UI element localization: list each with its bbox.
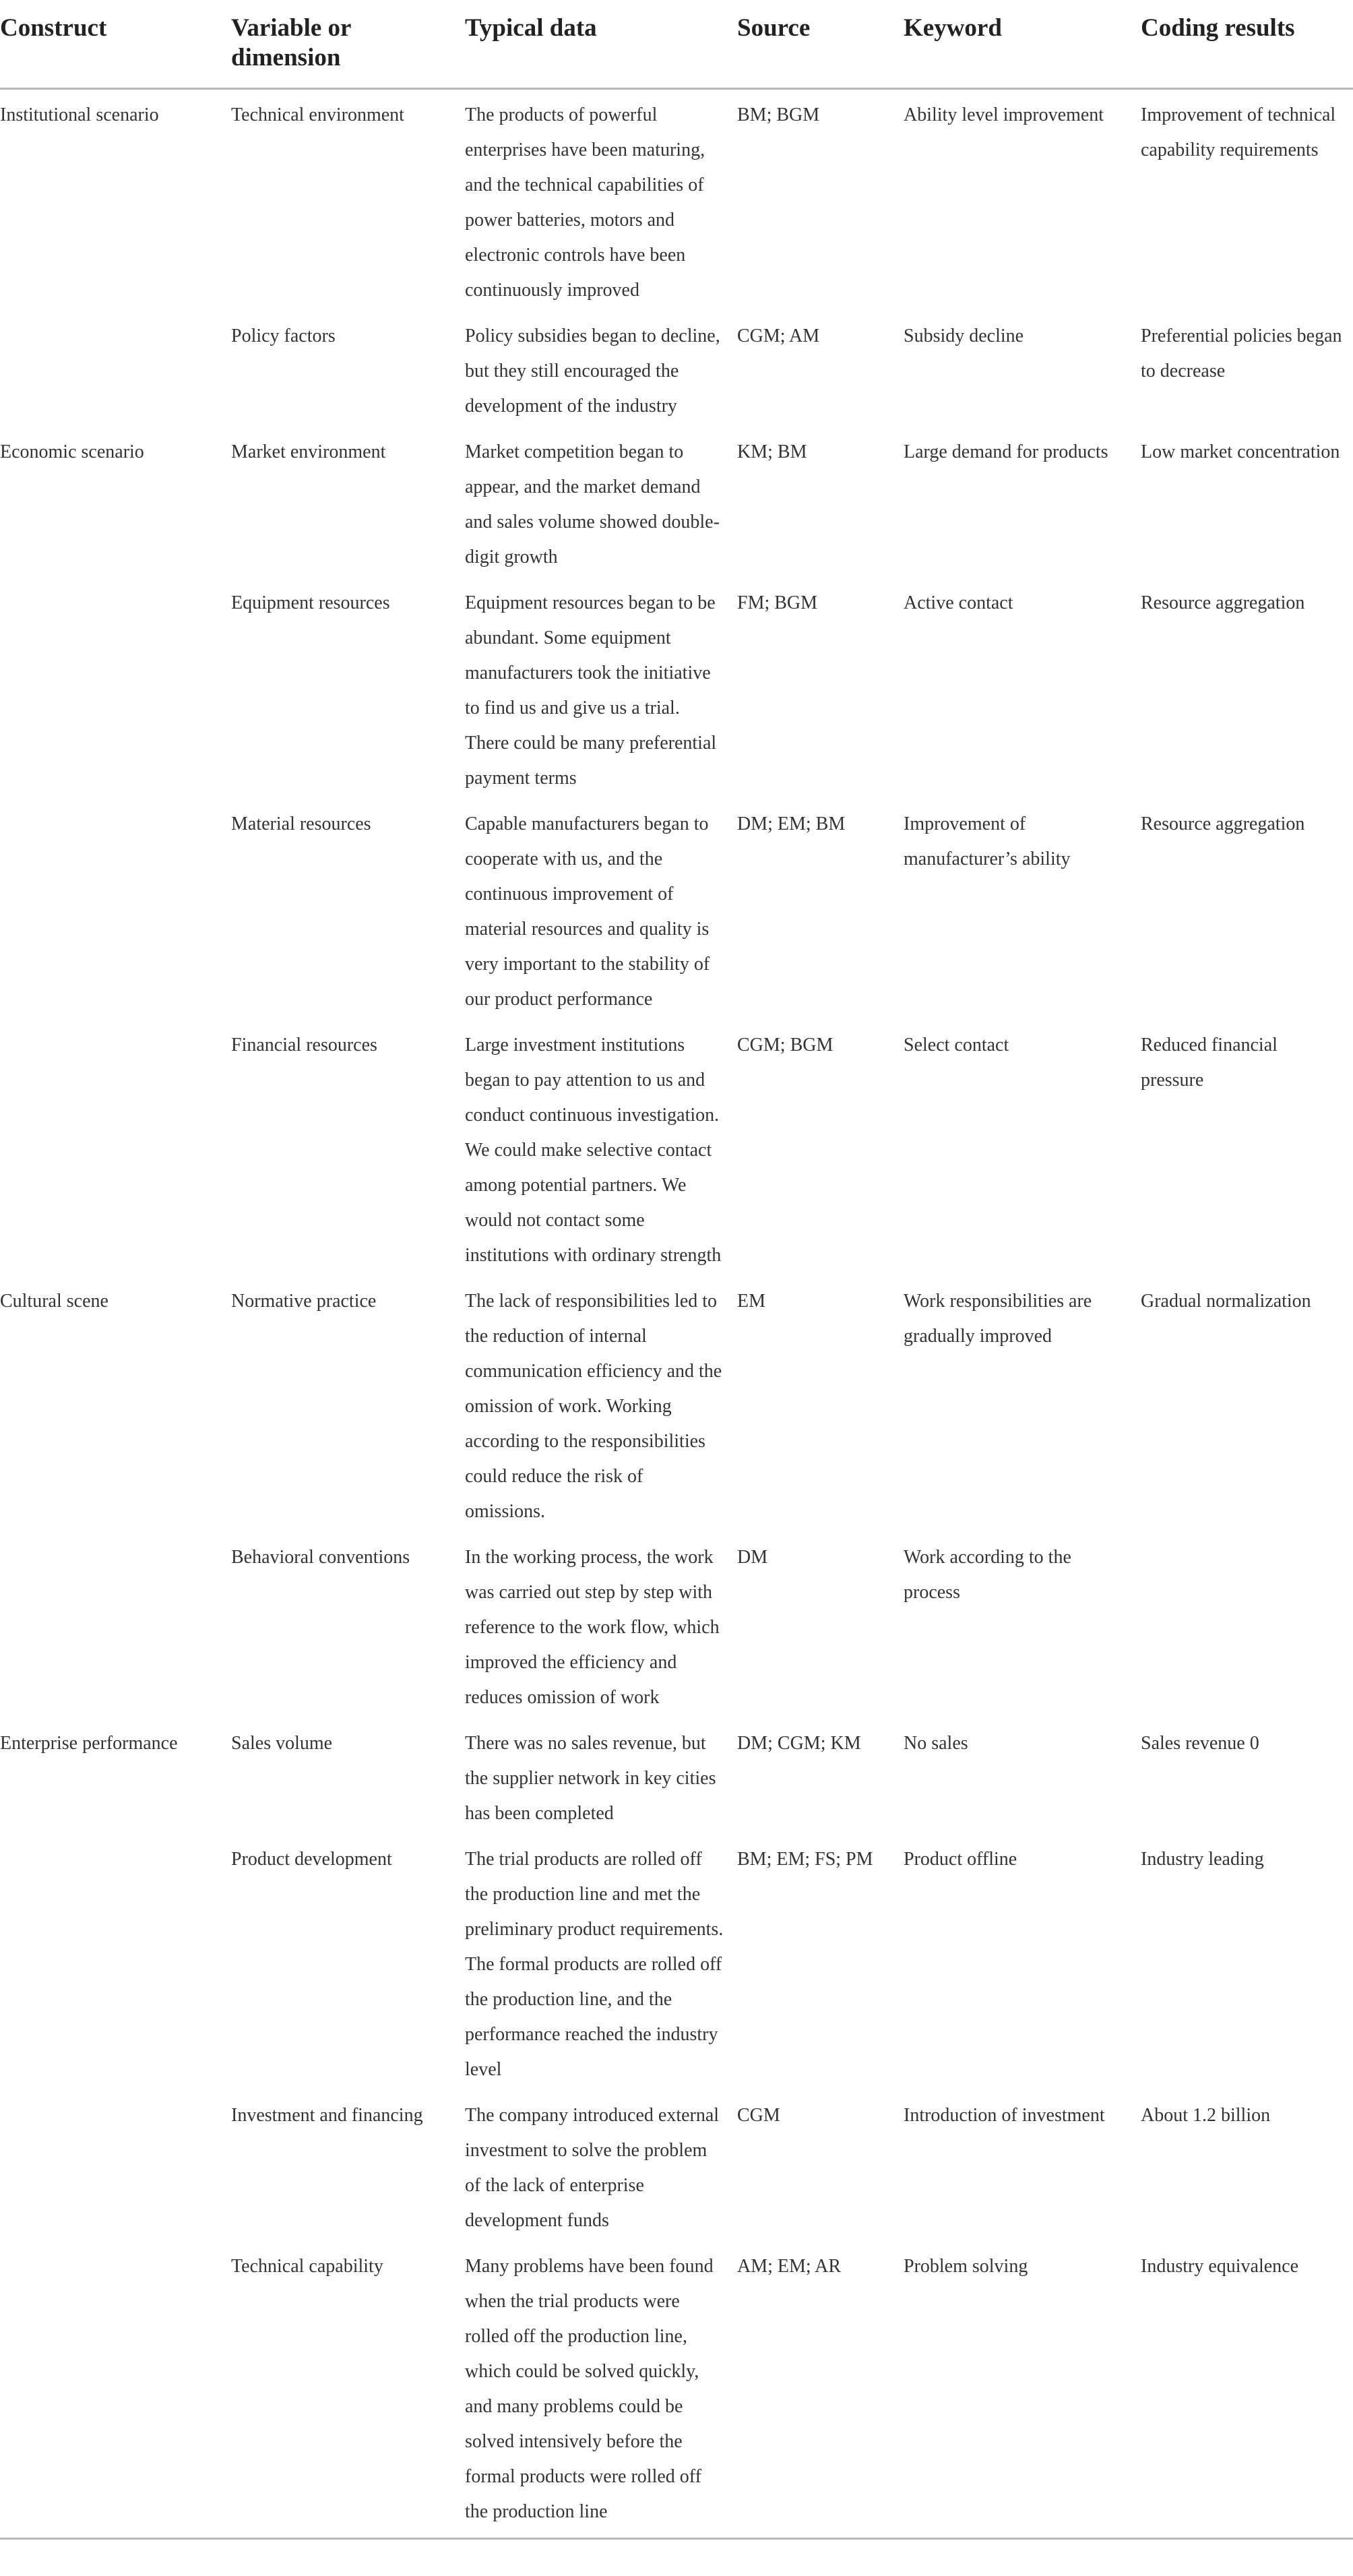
table-body xyxy=(0,89,1353,2539)
cell-keyword: Select contact xyxy=(904,1035,1009,1055)
cell-variable: Behavioral conventions xyxy=(231,1547,410,1568)
cell-variable: Equipment resources xyxy=(231,592,390,613)
cell-source: FM; BGM xyxy=(737,592,818,613)
cell-coding-results: Gradual normalization xyxy=(1141,1291,1311,1312)
cell-coding-results: Improvement of technical capability requirements xyxy=(1141,104,1336,160)
cell-variable: Policy factors xyxy=(231,326,336,346)
cell-typical-data: Market competition began to appear, and the market demand and sales volume showed double-digit growth xyxy=(465,441,720,568)
cell-variable: Normative practice xyxy=(231,1291,377,1312)
cell-keyword: Large demand for products xyxy=(904,441,1108,462)
cell-source: CGM; AM xyxy=(737,326,820,346)
cell-construct xyxy=(0,578,231,799)
cell-variable: Investment and financing xyxy=(231,2105,423,2126)
cell-typical-data: Capable manufacturers began to cooperate with us, and the continuous improvement of material resources and quality is very important to the stability of our product performance xyxy=(465,814,710,1010)
cell-keyword: Problem solving xyxy=(904,2241,1141,2539)
cell-coding-results: About 1.2 billion xyxy=(1141,2105,1271,2126)
table-row xyxy=(0,1718,1353,1834)
table-header xyxy=(0,0,1353,89)
cell-construct xyxy=(0,799,231,1020)
cell-keyword: Active contact xyxy=(904,592,1013,613)
header-variable: Variable or dimension xyxy=(231,0,465,89)
cell-variable: Financial resources xyxy=(231,1035,377,1055)
table-row xyxy=(0,1020,1353,1276)
cell-coding-results: Preferential policies began to decrease xyxy=(1141,326,1342,381)
cell-typical-data: The trial products are rolled off the production line and met the preliminary product requirements. The formal products are rolled off the production line, and the performance reached the industry level xyxy=(465,1849,724,2080)
cell-keyword: Product offline xyxy=(904,1849,1017,1870)
cell-construct xyxy=(0,1532,231,1718)
cell-variable: Product development xyxy=(231,1849,392,1870)
table-row xyxy=(0,1834,1353,2090)
cell-typical-data: In the working process, the work was carried out step by step with reference to the work flow, which improved the efficiency and reduces omission of work xyxy=(465,1547,720,1708)
cell-variable: Technical capability xyxy=(231,2241,465,2539)
cell-coding-results: Low market concentration xyxy=(1141,441,1340,462)
header-row xyxy=(0,0,1353,89)
cell-typical-data: The products of powerful enterprises have been maturing, and the technical capabilities of power batteries, motors and electronic controls have been continuously improved xyxy=(465,104,705,301)
cell-coding-results xyxy=(1141,1532,1353,1718)
cell-variable: Market environment xyxy=(231,441,386,462)
cell-typical-data: Large investment institutions began to pay attention to us and conduct continuous investigation. We could make selective contact among potential partners. We would not contact some institutions with ordinary strength xyxy=(465,1035,722,1266)
cell-source: CGM xyxy=(737,2105,780,2126)
cell-coding-results: Reduced financial pressure xyxy=(1141,1035,1278,1091)
cell-source: DM; CGM; KM xyxy=(737,1733,861,1754)
cell-source: AM; EM; AR xyxy=(737,2241,904,2539)
table-row xyxy=(0,89,1353,311)
cell-source: EM xyxy=(737,1291,765,1312)
cell-keyword: Subsidy decline xyxy=(904,326,1024,346)
cell-variable: Technical environment xyxy=(231,104,404,125)
cell-source: DM xyxy=(737,1547,768,1568)
cell-source: CGM; BGM xyxy=(737,1035,833,1055)
table-row xyxy=(0,799,1353,1020)
cell-construct xyxy=(0,2090,231,2241)
cell-source: BM; BGM xyxy=(737,104,820,125)
table-row xyxy=(0,1276,1353,1532)
table-row xyxy=(0,427,1353,578)
cell-keyword: Introduction of investment xyxy=(904,2105,1105,2126)
table-row xyxy=(0,578,1353,799)
cell-keyword: Improvement of manufacturer’s ability xyxy=(904,814,1071,869)
cell-typical-data: There was no sales revenue, but the supplier network in key cities has been completed xyxy=(465,1733,716,1824)
table-row xyxy=(0,2241,1353,2539)
cell-source: BM; EM; FS; PM xyxy=(737,1849,873,1870)
cell-construct: Enterprise performance xyxy=(0,1733,178,1754)
cell-keyword: Ability level improvement xyxy=(904,104,1104,125)
cell-construct xyxy=(0,1020,231,1276)
cell-source: KM; BM xyxy=(737,441,807,462)
header-source: Source xyxy=(737,0,904,89)
cell-typical-data: Policy subsidies began to decline, but they still encouraged the development of the industry xyxy=(465,326,720,417)
header-typical-data: Typical data xyxy=(465,0,737,89)
cell-coding-results: Industry equivalence xyxy=(1141,2241,1353,2539)
table-row xyxy=(0,311,1353,427)
cell-typical-data: Many problems have been found when the trial products were rolled off the production line, which could be solved quickly, and many problems could be solved intensively before the formal products were rolled off the production line xyxy=(465,2241,737,2539)
header-coding-results: Coding results xyxy=(1141,0,1353,89)
cell-construct xyxy=(0,2241,231,2539)
cell-construct: Institutional scenario xyxy=(0,104,159,125)
cell-variable: Material resources xyxy=(231,814,371,834)
cell-variable: Sales volume xyxy=(231,1733,333,1754)
cell-keyword: No sales xyxy=(904,1733,968,1754)
cell-construct xyxy=(0,311,231,427)
header-construct: Construct xyxy=(0,0,231,89)
cell-typical-data: The lack of responsibilities led to the reduction of internal communication efficiency and the omission of work. Working according to the responsibilities could reduce the risk of omissions. xyxy=(465,1291,722,1522)
table-row xyxy=(0,2090,1353,2241)
table-row xyxy=(0,1532,1353,1718)
cell-keyword: Work according to the process xyxy=(904,1547,1071,1603)
cell-source: DM; EM; BM xyxy=(737,814,846,834)
cell-typical-data: The company introduced external investment to solve the problem of the lack of enterprise development funds xyxy=(465,2105,720,2231)
cell-keyword: Work responsibilities are gradually improved xyxy=(904,1291,1092,1347)
cell-coding-results: Resource aggregation xyxy=(1141,592,1305,613)
cell-coding-results: Sales revenue 0 xyxy=(1141,1733,1259,1754)
cell-coding-results: Industry leading xyxy=(1141,1849,1264,1870)
cell-construct: Economic scenario xyxy=(0,441,144,462)
cell-typical-data: Equipment resources began to be abundant. Some equipment manufacturers took the initiative to find us and give us a trial. There could be many preferential payment terms xyxy=(465,592,717,789)
header-keyword: Keyword xyxy=(904,0,1141,89)
cell-coding-results: Resource aggregation xyxy=(1141,814,1305,834)
cell-construct: Cultural scene xyxy=(0,1291,108,1312)
cell-construct xyxy=(0,1834,231,2090)
